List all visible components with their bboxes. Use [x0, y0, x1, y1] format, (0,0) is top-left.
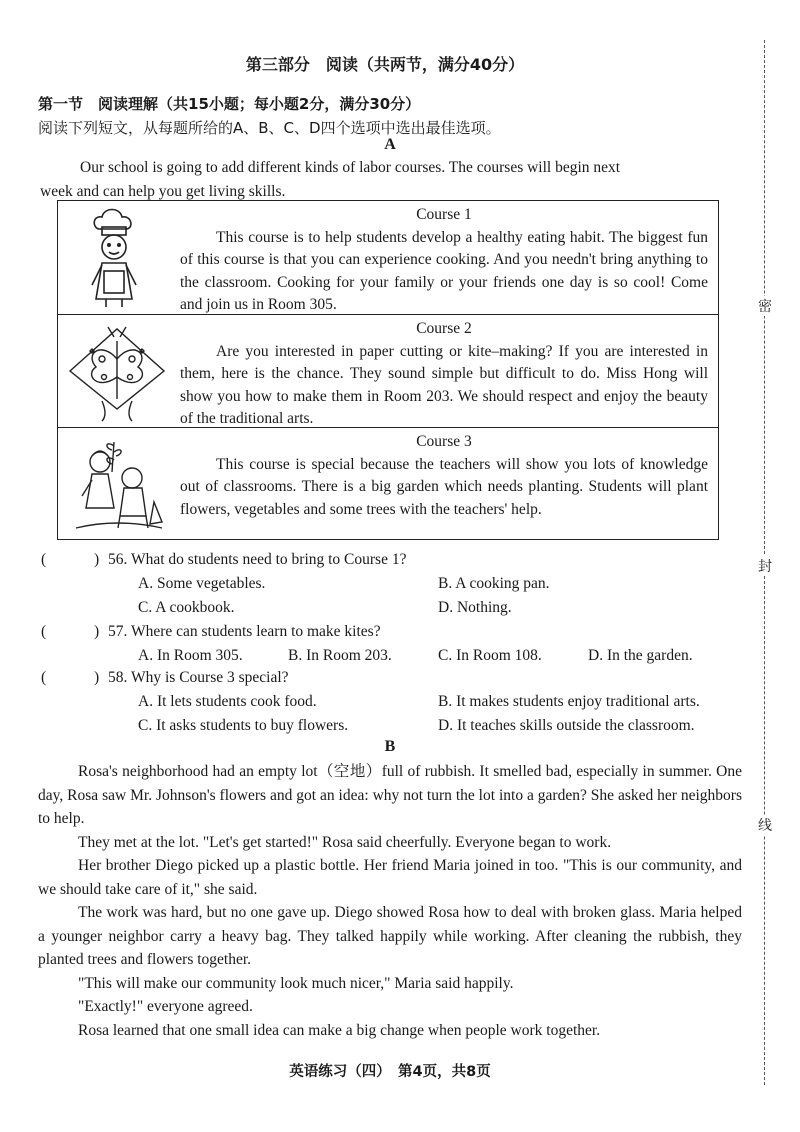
option-d: D. It teaches skills outside the classroom.	[438, 717, 695, 734]
course-row-1	[58, 201, 718, 315]
children-planting-illustration	[62, 432, 172, 536]
answer-paren-close: )	[94, 623, 100, 640]
option-a: A. Some vegetables.	[138, 575, 266, 592]
passage-b-paragraph: Her brother Diego picked up a plastic bottle. Her friend Maria joined in too. "This is our community, and we should take care of it," she said.	[38, 857, 742, 898]
option-c: C. In Room 108.	[438, 647, 542, 664]
option-d: D. Nothing.	[438, 599, 512, 616]
answer-paren-open: (	[41, 551, 47, 568]
option-c: C. It asks students to buy flowers.	[138, 717, 349, 734]
intro-line-1: Our school is going to add different kinds of labor courses. The courses will begin next	[80, 159, 621, 176]
passage-a-intro	[40, 156, 740, 203]
passage-b-paragraph: "This will make our community look much nicer," Maria said happily.	[78, 974, 514, 992]
passage-b-paragraph: Rosa learned that one small idea can make a big change when people work together.	[78, 1021, 601, 1039]
course-1-text	[180, 204, 708, 317]
binding-mark-xian: 线	[756, 815, 774, 835]
course-table	[57, 200, 719, 540]
question-56	[0, 548, 760, 618]
course-2-text	[180, 318, 708, 431]
page-footer: 英语练习（四） 第4页，共8页	[289, 1064, 491, 1080]
course-2-title: Course 2	[416, 320, 472, 337]
course-3-body: This course is special because the teachers will show you lots of knowledge out of classrooms. There is a big garden which needs planting. Students will plant flowers, vegetables and some trees with the teachers' help.	[180, 455, 708, 518]
binding-mark-mi: 密	[756, 296, 774, 316]
course-2-body: Are you interested in paper cutting or kite–making? If you are interested in them, here is the chance. They sound simple but difficult to do. Miss Hong will show you how to make them in Room 203. We should respect and enjoy the beauty of the traditional arts.	[180, 342, 708, 427]
part-title: 第三部分 阅读（共两节，满分40分）	[245, 55, 525, 74]
option-b: B. A cooking pan.	[438, 575, 550, 592]
passage-b-body	[38, 760, 742, 1042]
option-c: C. A cookbook.	[138, 599, 235, 616]
option-b: B. It makes students enjoy traditional arts.	[438, 693, 700, 710]
question-stem: 56. What do students need to bring to Course 1?	[108, 551, 407, 568]
course-1-body: This course is to help students develop a healthy eating habit. The biggest fun of this course is that you can experience cooking. And you needn't bring anything to the classroom. Cooking for your family or your friends one day is so cool! Come and join us in Room 305.	[180, 228, 708, 313]
passage-b-letter: B	[384, 738, 396, 755]
course-3-text	[180, 431, 708, 521]
option-a: A. In Room 305.	[138, 647, 243, 664]
answer-paren-close: )	[94, 669, 100, 686]
answer-paren-open: (	[41, 669, 47, 686]
passage-b-paragraph: "Exactly!" everyone agreed.	[78, 998, 253, 1015]
passage-b-paragraph: The work was hard, but no one gave up. Diego showed Rosa how to deal with broken glass. Maria helped a younger neighbor carry a heavy bag. They talked happily while working. After cleaning the rubbish, they planted trees and flowers together.	[38, 904, 742, 968]
passage-b-paragraph: They met at the lot. "Let's get started!" Rosa said cheerfully. Everyone began to work.	[78, 833, 612, 851]
question-stem: 58. Why is Course 3 special?	[108, 669, 289, 686]
butterfly-kite-illustration	[62, 319, 172, 423]
question-stem: 57. Where can students learn to make kites?	[108, 623, 381, 640]
option-d: D. In the garden.	[588, 647, 693, 664]
question-58	[0, 666, 760, 736]
answer-paren-close: )	[94, 551, 100, 568]
course-row-3	[58, 428, 718, 538]
course-row-2	[58, 315, 718, 428]
option-a: A. It lets students cook food.	[138, 693, 317, 710]
intro-line-2: week and can help you get living skills.	[40, 182, 286, 200]
option-b: B. In Room 203.	[288, 647, 392, 664]
instructions: 阅读下列短文，从每题所给的A、B、C、D四个选项中选出最佳选项。	[38, 119, 501, 137]
section-title: 第一节 阅读理解（共15小题；每小题2分，满分30分）	[38, 95, 421, 113]
answer-paren-open: (	[41, 623, 47, 640]
passage-a-letter: A	[384, 136, 396, 153]
course-3-title: Course 3	[416, 433, 472, 450]
question-57	[0, 620, 760, 668]
binding-mark-feng: 封	[756, 556, 774, 576]
chef-child-illustration	[62, 205, 172, 309]
passage-b-paragraph: Rosa's neighborhood had an empty lot（空地）full of rubbish. It smelled bad, especially in summer. One day, Rosa saw Mr. Johnson's flowers and got an idea: why not turn the lot into a garden? She asked her neighbors to help.	[38, 763, 742, 827]
course-1-title: Course 1	[416, 206, 472, 223]
